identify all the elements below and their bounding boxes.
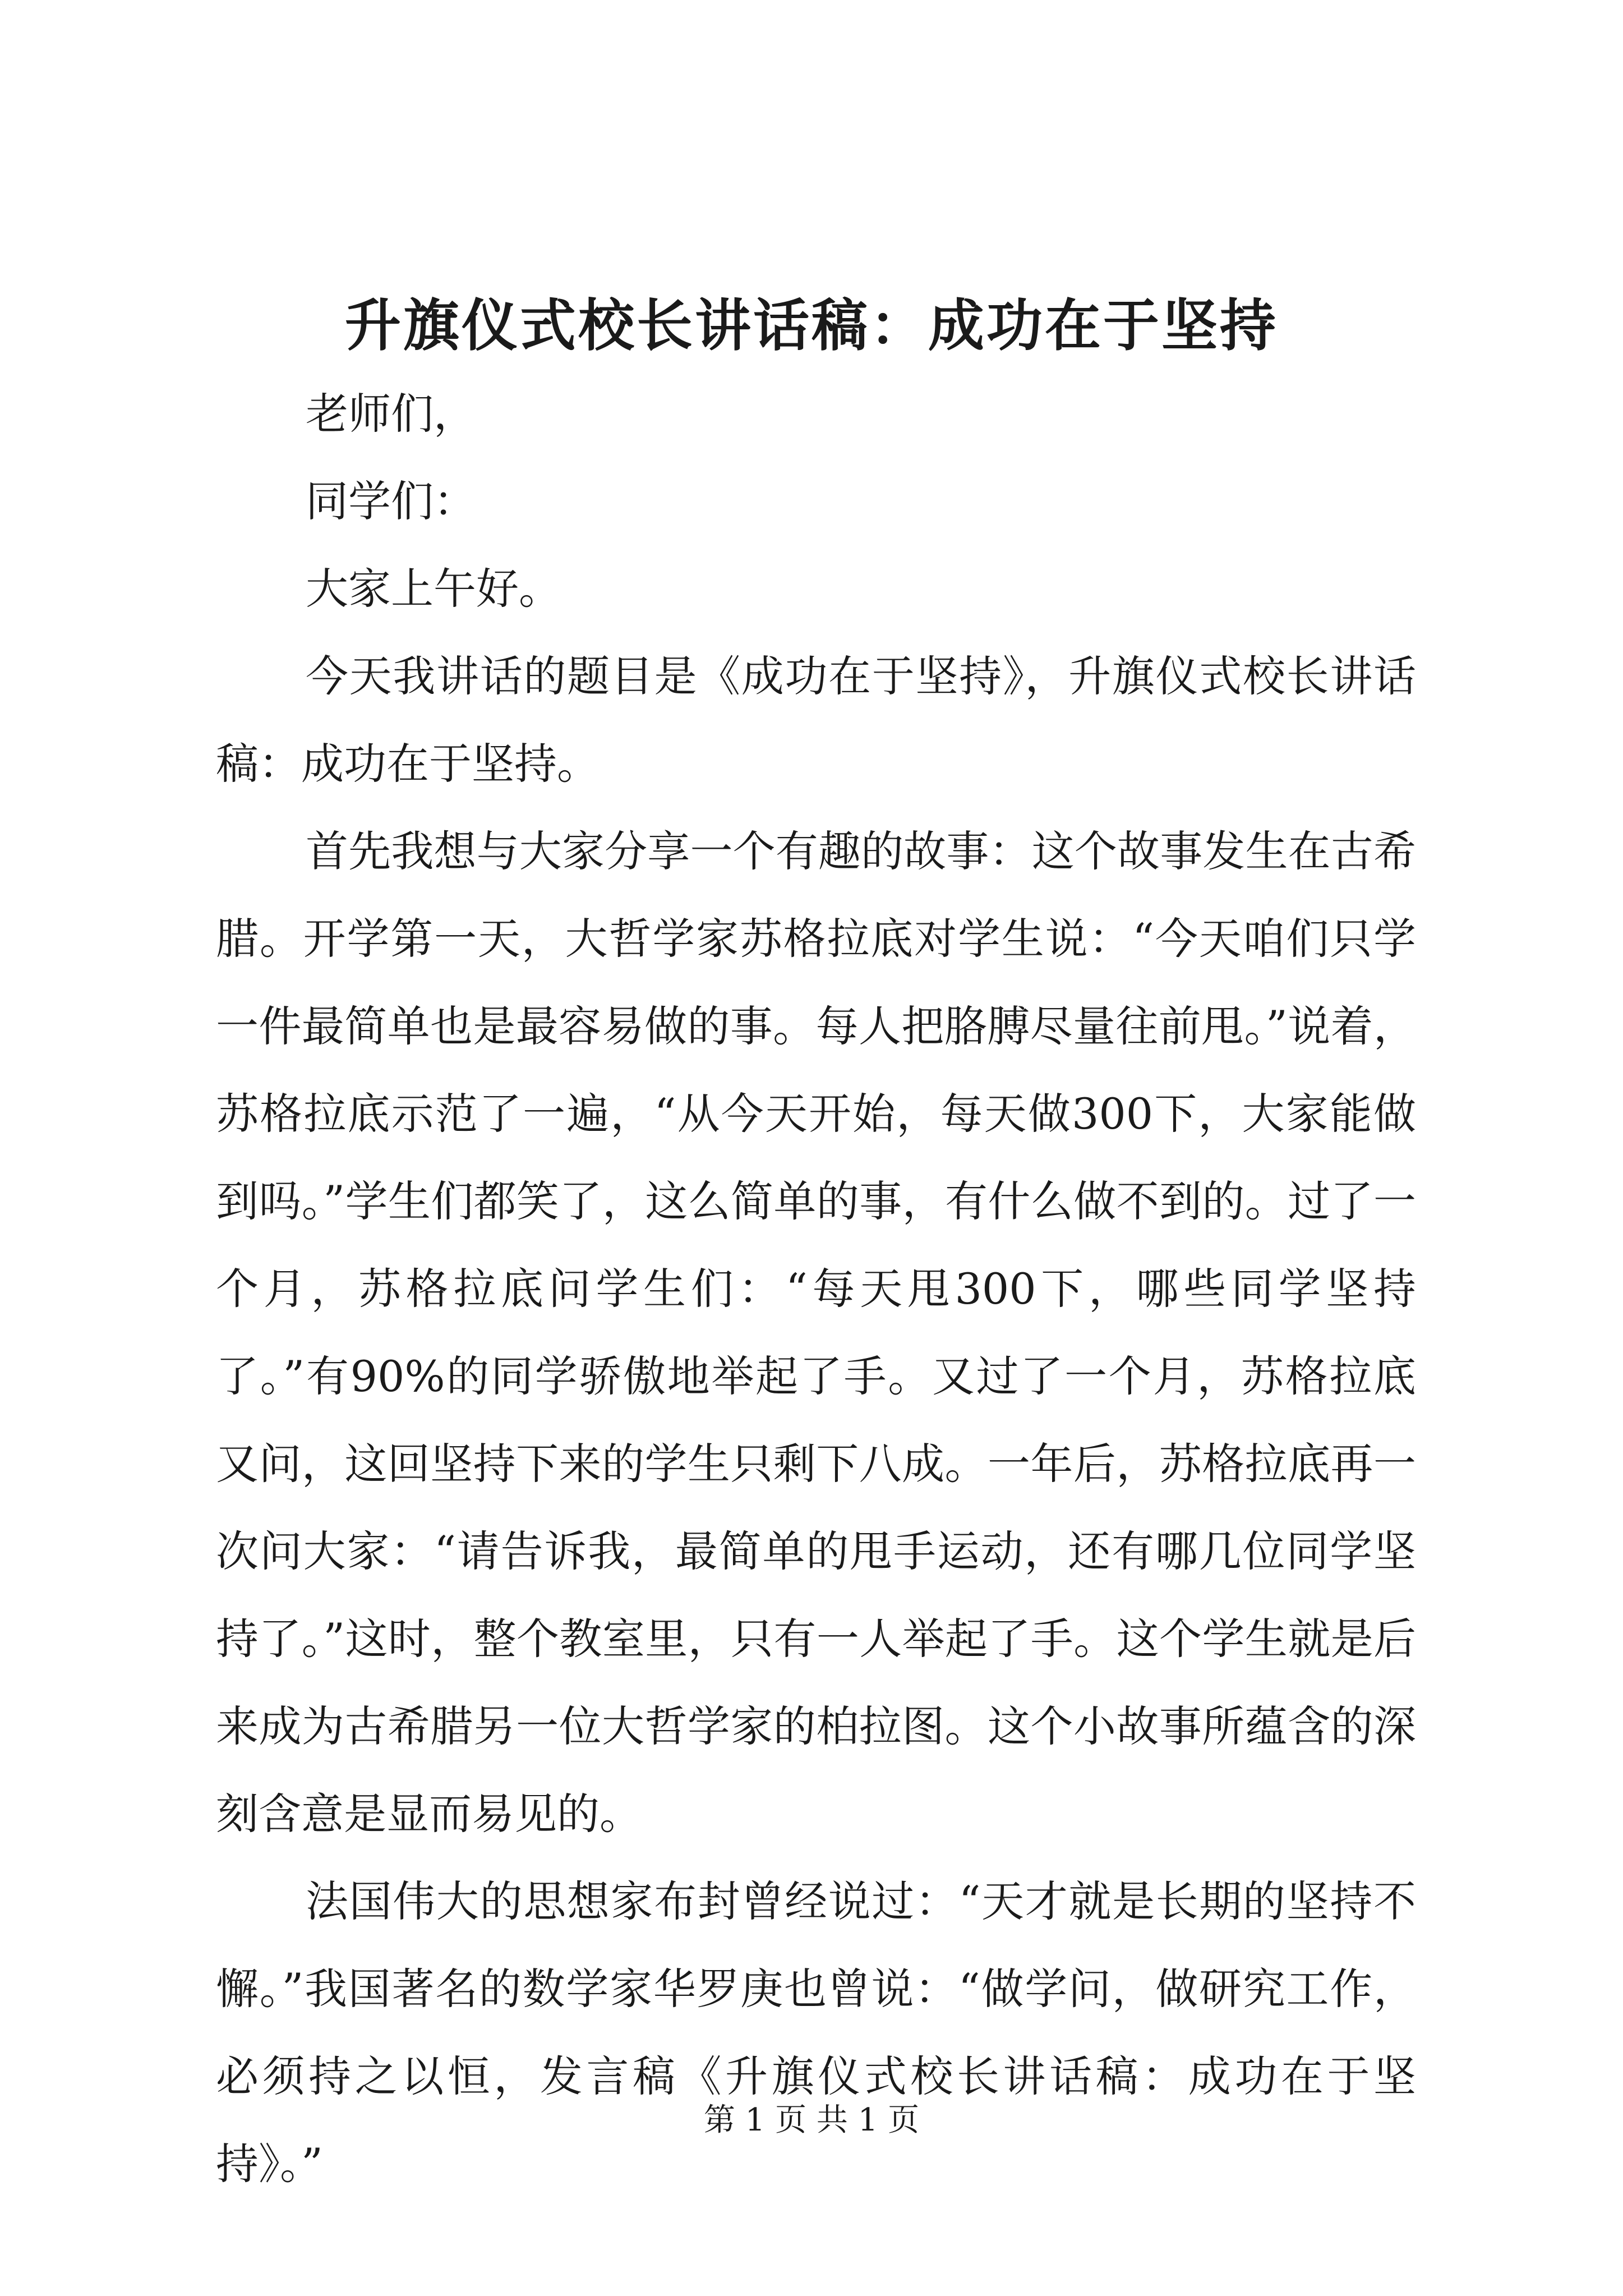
salutation-teachers: 老师们，: [306, 389, 476, 439]
speech-topic-paragraph: 今天我讲话的题目是《成功在于坚持》，升旗仪式校长讲话稿：成功在于坚持。: [216, 651, 1416, 789]
document-title: 升旗仪式校长讲话稿：成功在于坚持: [345, 292, 1278, 358]
quotes-paragraph: 法国伟大的思想家布封曾经说过：“天才就是长期的坚持不懈。”我国著名的数学家华罗庚也曾说：“做学问，做研究工作，必须持之以恒，发言稿《升旗仪式校长讲话稿：成功在于坚持》。”: [216, 1876, 1416, 2189]
document-body: [216, 370, 1416, 2208]
story-paragraph: 首先我想与大家分享一个有趣的故事：这个故事发生在古希腊。开学第一天，大哲学家苏格拉底对学生说：“今天咱们只学一件最简单也是最容易做的事。每人把胳膊尽量往前甩。”说着，苏格拉底示范了一遍，“从今天开始，每天做300下，大家能做到吗。”学生们都笑了，这么简单的事，有什么做不到的。过了一个月，苏格拉底问学生们：“每天甩300下，哪些同学坚持了。”有90%的同学骄傲地举起了手。又过了一个月，苏格拉底又问，这回坚持下来的学生只剩下八成。一年后，苏格拉底再一次问大家：“请告诉我，最简单的甩手运动，还有哪几位同学坚持了。”这时，整个教室里，只有一人举起了手。这个学生就是后来成为古希腊另一位大哲学家的柏拉图。这个小故事所蕴含的深刻含意是显而易见的。: [216, 826, 1416, 1839]
salutation-students: 同学们：: [306, 476, 476, 526]
greeting: 大家上午好。: [306, 564, 561, 614]
page-footer: 第 1 页 共 1 页: [703, 2102, 920, 2138]
